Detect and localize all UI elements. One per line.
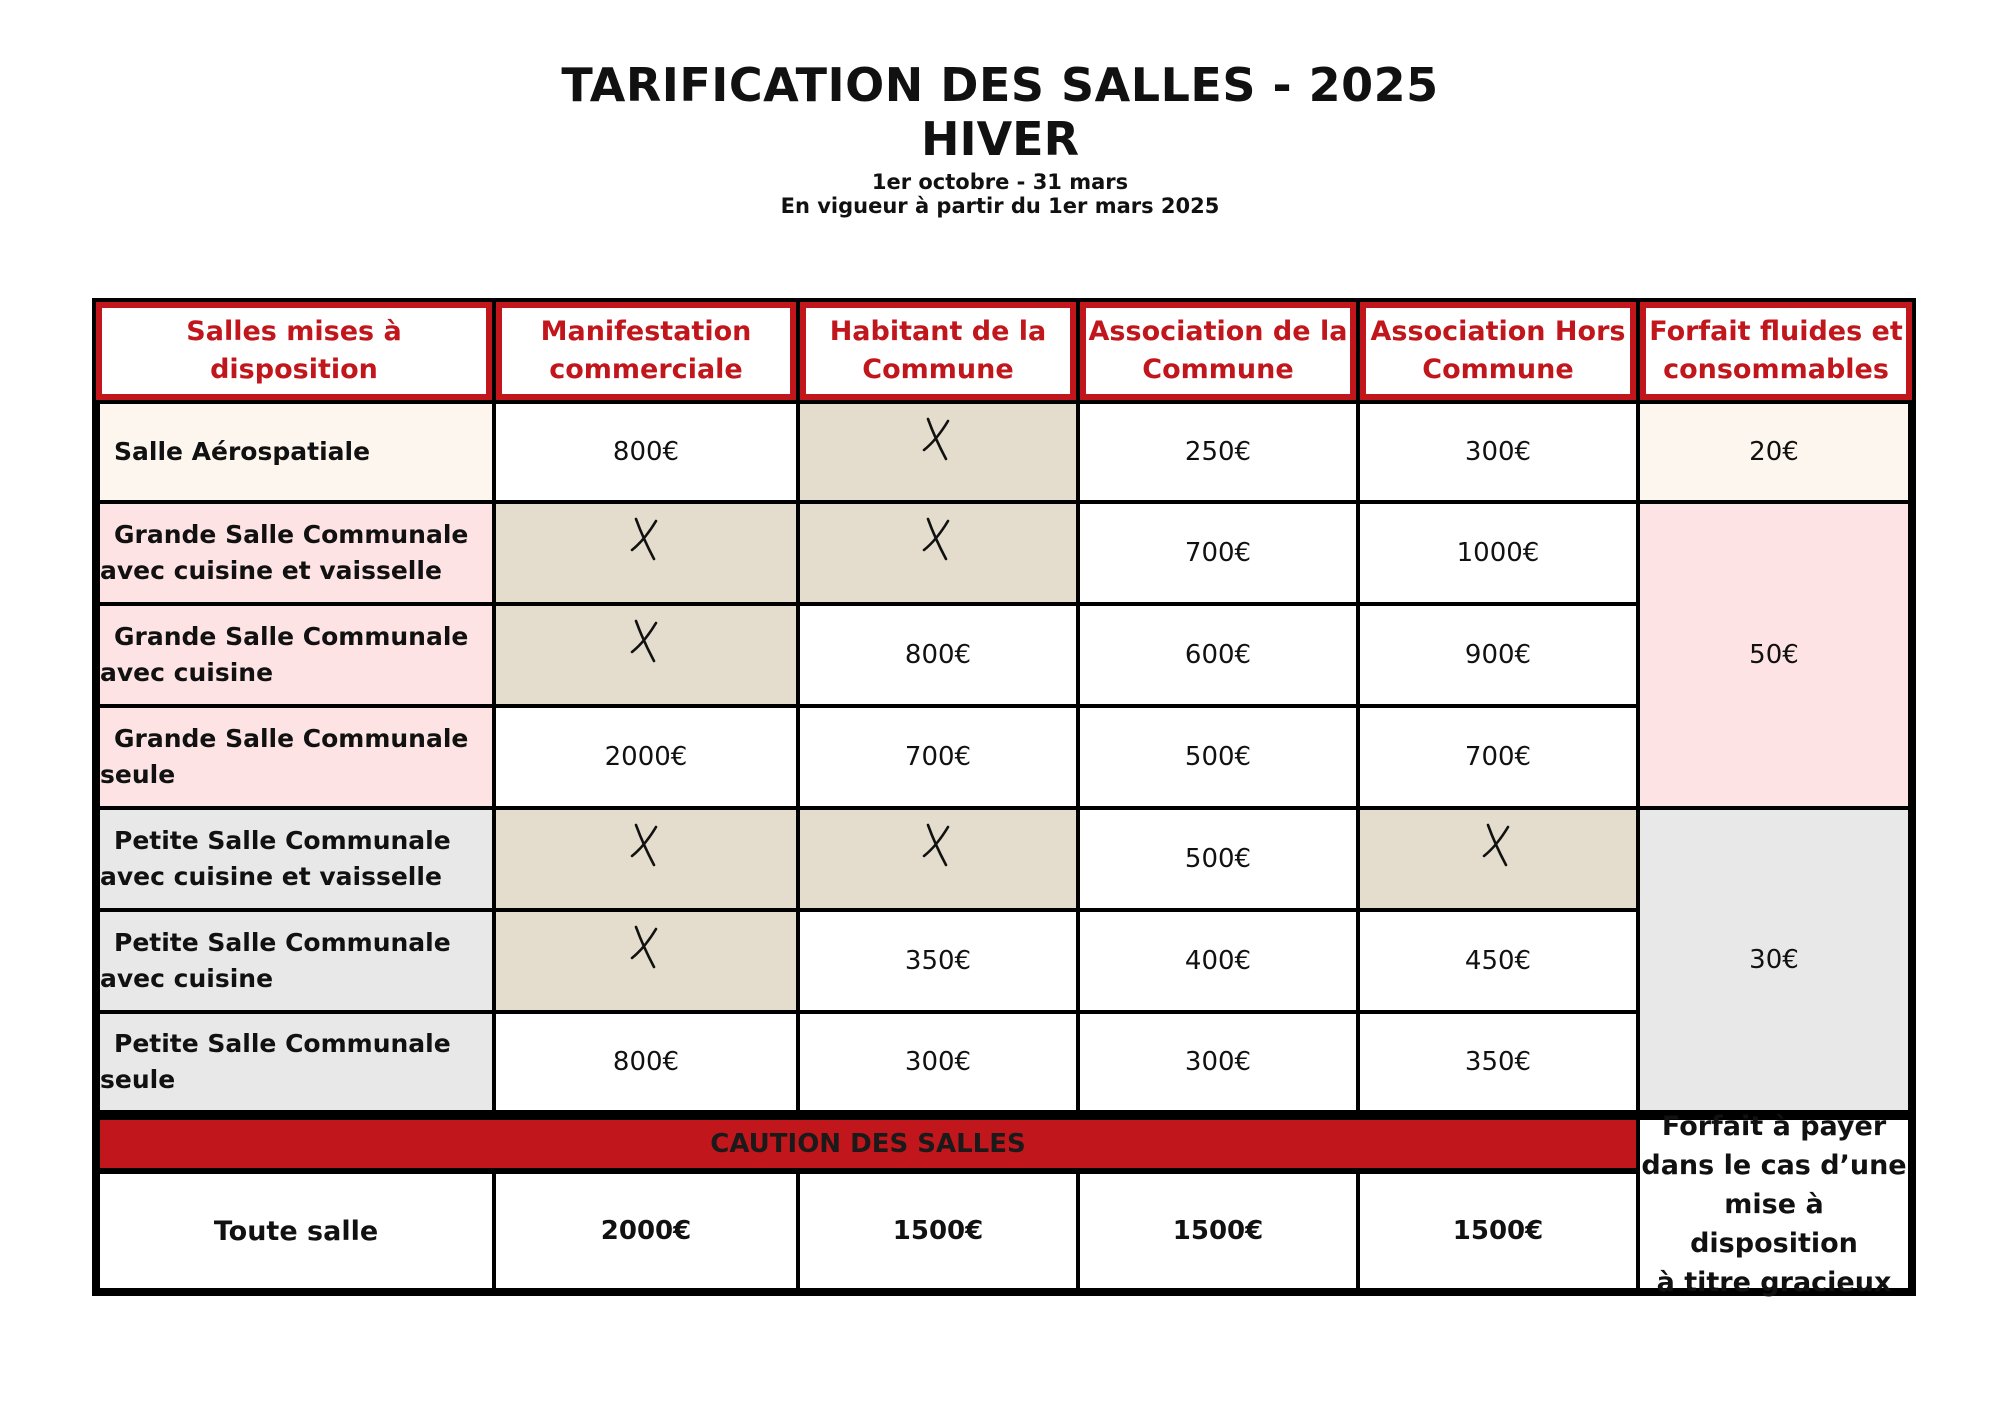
forfait-petite: 30€ — [1640, 810, 1908, 1110]
unavailable-mark — [1360, 810, 1636, 908]
forfait-aerospatiale: 20€ — [1640, 404, 1908, 500]
cross-icon — [916, 822, 960, 868]
header-rooms: Salles mises à disposition — [96, 302, 492, 400]
price-cell: 300€ — [1360, 404, 1636, 500]
cross-icon — [1476, 822, 1520, 868]
price-cell: 300€ — [800, 1014, 1076, 1110]
unavailable-mark — [496, 606, 796, 704]
row-label-aerospatiale: Salle Aérospatiale — [100, 404, 492, 500]
price-cell: 350€ — [800, 912, 1076, 1010]
header-asso-hors: Association Hors Commune — [1360, 302, 1636, 400]
price-cell: 600€ — [1080, 606, 1356, 704]
price-cell: 900€ — [1360, 606, 1636, 704]
price-cell: 350€ — [1360, 1014, 1636, 1110]
header-habitant: Habitant de la Commune — [800, 302, 1076, 400]
forfait-grande: 50€ — [1640, 504, 1908, 806]
row-label-petite-cuisine-vaisselle: Petite Salle Communale avec cuisine et vaisselle — [100, 810, 492, 908]
cross-icon — [624, 516, 668, 562]
row-label-petite-cuisine: Petite Salle Communale avec cuisine — [100, 912, 492, 1010]
caution-value: 1500€ — [1360, 1174, 1636, 1288]
unavailable-mark — [800, 810, 1076, 908]
row-label-grande-cuisine-vaisselle: Grande Salle Communale avec cuisine et vaisselle — [100, 504, 492, 602]
forfait-note: Forfait à payer dans le cas d’une mise à disposition à titre gracieux — [1641, 1110, 1907, 1298]
row-label-grande-cuisine: Grande Salle Communale avec cuisine — [100, 606, 492, 704]
header-manifestation: Manifestation commerciale — [496, 302, 796, 400]
row-label-grande-seule: Grande Salle Communale seule — [100, 708, 492, 806]
header-asso-commune: Association de la Commune — [1080, 302, 1356, 400]
price-cell: 400€ — [1080, 912, 1356, 1010]
unavailable-mark — [800, 504, 1076, 602]
cross-icon — [624, 822, 668, 868]
season-title: HIVER — [920, 112, 1080, 166]
unavailable-mark — [800, 404, 1076, 500]
price-cell: 300€ — [1080, 1014, 1356, 1110]
price-cell: 500€ — [1080, 810, 1356, 908]
title-block — [0, 58, 2000, 218]
caution-title: CAUTION DES SALLES — [100, 1120, 1636, 1168]
caution-label: Toute salle — [100, 1174, 492, 1288]
page-title: TARIFICATION DES SALLES - 2025 — [561, 58, 1439, 112]
price-cell: 2000€ — [496, 708, 796, 806]
price-cell: 450€ — [1360, 912, 1636, 1010]
price-cell: 700€ — [800, 708, 1076, 806]
cross-icon — [916, 516, 960, 562]
price-cell: 250€ — [1080, 404, 1356, 500]
price-cell: 800€ — [496, 1014, 796, 1110]
price-cell: 1000€ — [1360, 504, 1636, 602]
price-cell: 800€ — [496, 404, 796, 500]
unavailable-mark — [496, 912, 796, 1010]
cross-icon — [624, 924, 668, 970]
price-cell: 500€ — [1080, 708, 1356, 806]
price-cell: 700€ — [1360, 708, 1636, 806]
period-text: 1er octobre - 31 mars — [871, 170, 1129, 194]
cross-icon — [624, 618, 668, 664]
pricing-table — [92, 298, 1916, 1296]
price-cell: 800€ — [800, 606, 1076, 704]
price-cell: 700€ — [1080, 504, 1356, 602]
header-forfait: Forfait fluides et consommables — [1640, 302, 1912, 400]
caution-value: 1500€ — [800, 1174, 1076, 1288]
caution-value: 1500€ — [1080, 1174, 1356, 1288]
cross-icon — [916, 416, 960, 462]
caution-value: 2000€ — [496, 1174, 796, 1288]
unavailable-mark — [496, 810, 796, 908]
row-label-petite-seule: Petite Salle Communale seule — [100, 1014, 492, 1110]
unavailable-mark — [496, 504, 796, 602]
validity-text: En vigueur à partir du 1er mars 2025 — [780, 194, 1220, 218]
